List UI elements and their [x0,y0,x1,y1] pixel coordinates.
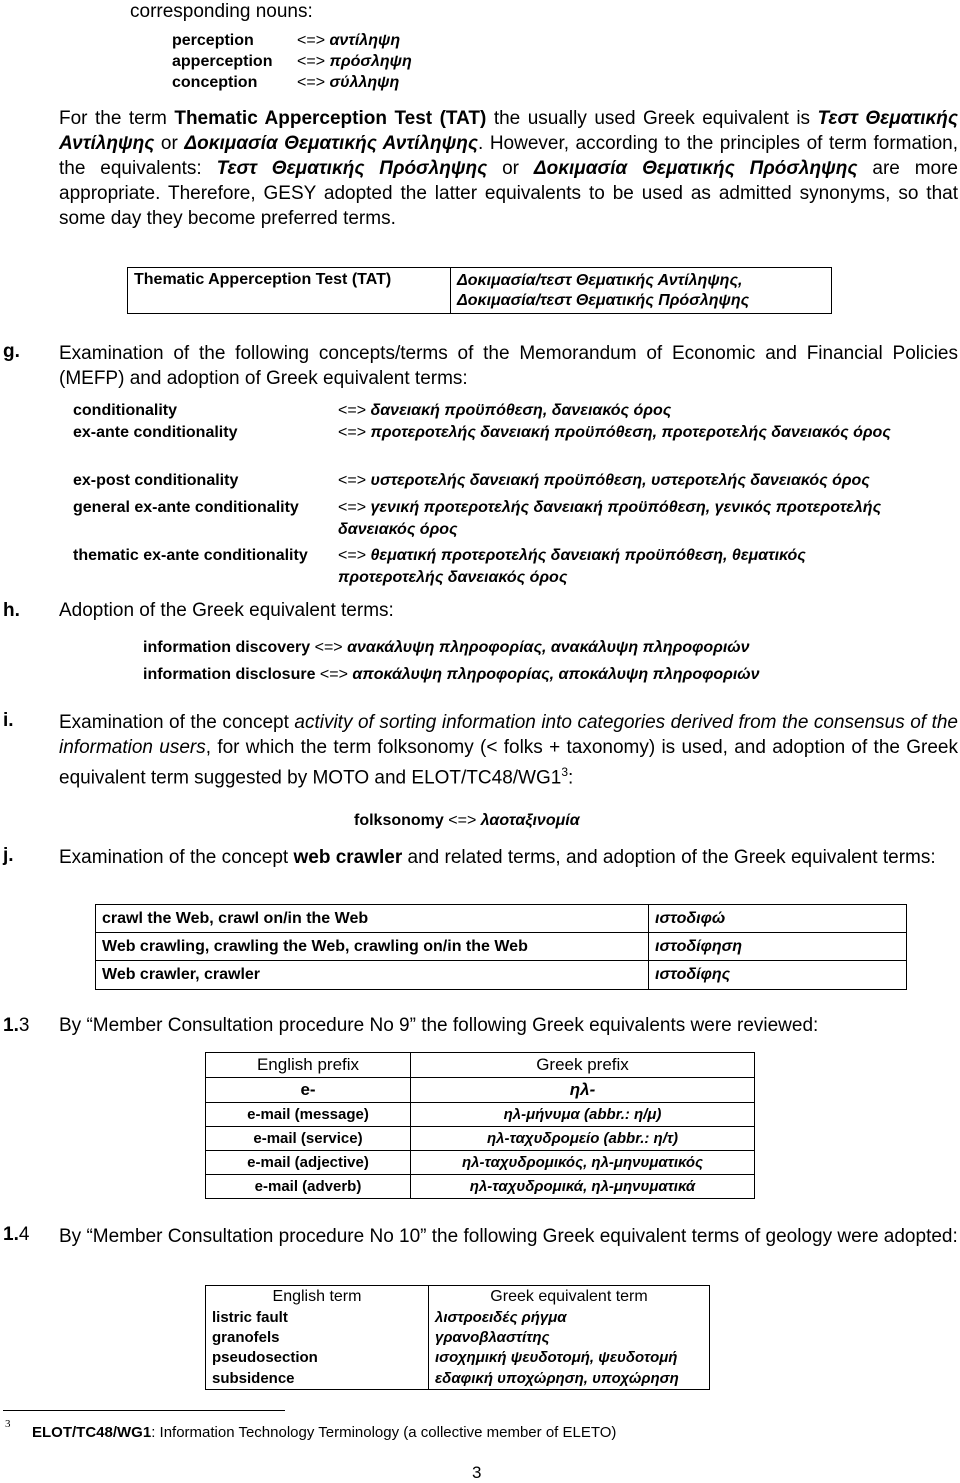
table-row: Web crawler, crawler ιστοδίφης [96,961,907,990]
web-crawler-table [95,904,907,990]
footnote-rule [3,1410,285,1411]
section-i-letter: i. [3,710,14,731]
section-h-text: Adoption of the Greek equivalent terms: [59,600,394,621]
section-i-text: Examination of the concept activity of sorting information into categories derived from the consensus of the information users, for which the term folksonomy (< folks + taxonomy) is used, and adoption of the Greek equivalent term suggested by MOTO and ELOT/$TC48/WG1^3$: [59,712,958,789]
section-j-text: Examination of the concept web crawler and related terms, and adoption of the Greek equivalent terms: [59,847,936,868]
page-number: 3 [472,1463,482,1482]
folksonomy-term: folksonomy <=> λαοταξινομία [354,812,580,829]
footnote-text: ELOT/TC48/WG1: Information Technology Terminology (a collective member of ELETO) [32,1424,617,1441]
table-row: pseudosection ισοχημική ψευδοτομή, ψευδοτομή [206,1348,710,1368]
list-item: general ex-ante conditionality [73,499,299,516]
geology-table [205,1285,710,1390]
table-row: e-mail (adjective) ηλ-ταχυδρομικός, ηλ-μηνυματικός [206,1151,755,1175]
table-header: English term Greek equivalent term [206,1286,710,1308]
table-row: crawl the Web, crawl on/in the Web ιστοδιφώ [96,905,907,933]
table-header: English prefix Greek prefix [206,1053,755,1078]
table-row: Web crawling, crawling the Web, crawling on/in the Web ιστοδίφηση [96,933,907,961]
section-1-4-number: 1.4 [3,1224,30,1245]
tat-paragraph: For the term Thematic Apperception Test (TAT) the usually used Greek equivalent is Τεστ Θεματικής Αντίληψης or Δοκιμασία Θεματικής Αντίληψης. However, according to the principles of term formation, the equivalents: Τεστ Θεματικής Πρόσληψης or Δοκιμασία Θεματικής Πρόσληψης are more appropriate. Therefore, GESY adopted the latter equivalents to be used as admitted synonyms, so that some day they become preferred terms. [59,108,958,229]
list-item: ex-post conditionality [73,472,239,489]
section-1-4-text: By “Member Consultation procedure No 10” the following Greek equivalent terms of geology were adopted: [59,1226,958,1247]
section-g-text: Examination of the following concepts/terms of the Memorandum of Economic and Financial Policies (MEFP) and adoption of Greek equivalent terms: [59,343,958,389]
tat-term-box [127,267,832,314]
table-row: e-mail (adverb) ηλ-ταχυδρομικά, ηλ-μηνυματικά [206,1175,755,1199]
list-item: thematic ex-ante conditionality [73,547,308,564]
list-item: perception [172,32,254,49]
prefix-table [205,1052,755,1199]
table-row: subsidence εδαφική υποχώρηση, υποχώρηση [206,1368,710,1390]
intro-text: corresponding nouns: [130,1,313,22]
list-item: information discovery <=> ανακάλυψη πληροφορίας, ανακάλυψη πληροφοριών [143,639,750,656]
table-row: granofels γρανοβλαστίτης [206,1328,710,1348]
list-item: ex-ante conditionality [73,424,238,441]
tat-term-gr: Δοκιμασία/τεστ Θεματικής Αντίληψης, Δοκιμασία/τεστ Θεματικής Πρόσληψης [451,268,832,314]
section-1-3-number: 1.3 [3,1015,30,1036]
section-1-3-text: By “Member Consultation procedure No 9” the following Greek equivalents were reviewed: [59,1015,819,1036]
table-row: e-mail (message) ηλ-μήνυμα (abbr.: η/μ) [206,1103,755,1127]
footnote-number: 3 [5,1418,11,1430]
tat-term-en: Thematic Apperception Test (TAT) [128,268,451,314]
list-item: information disclosure <=> αποκάλυψη πληροφορίας, αποκάλυψη πληροφοριών [143,666,760,683]
list-item: apperception [172,53,273,70]
section-h-letter: h. [3,600,20,621]
table-row: e-mail (service) ηλ-ταχυδρομείο (abbr.: η/τ) [206,1127,755,1151]
list-item: conception [172,74,258,91]
table-row: e- ηλ- [206,1078,755,1103]
section-j-letter: j. [3,845,14,866]
list-item: conditionality [73,402,177,419]
table-row: listric fault λιστροειδές ρήγμα [206,1308,710,1328]
section-g-letter: g. [3,341,20,362]
